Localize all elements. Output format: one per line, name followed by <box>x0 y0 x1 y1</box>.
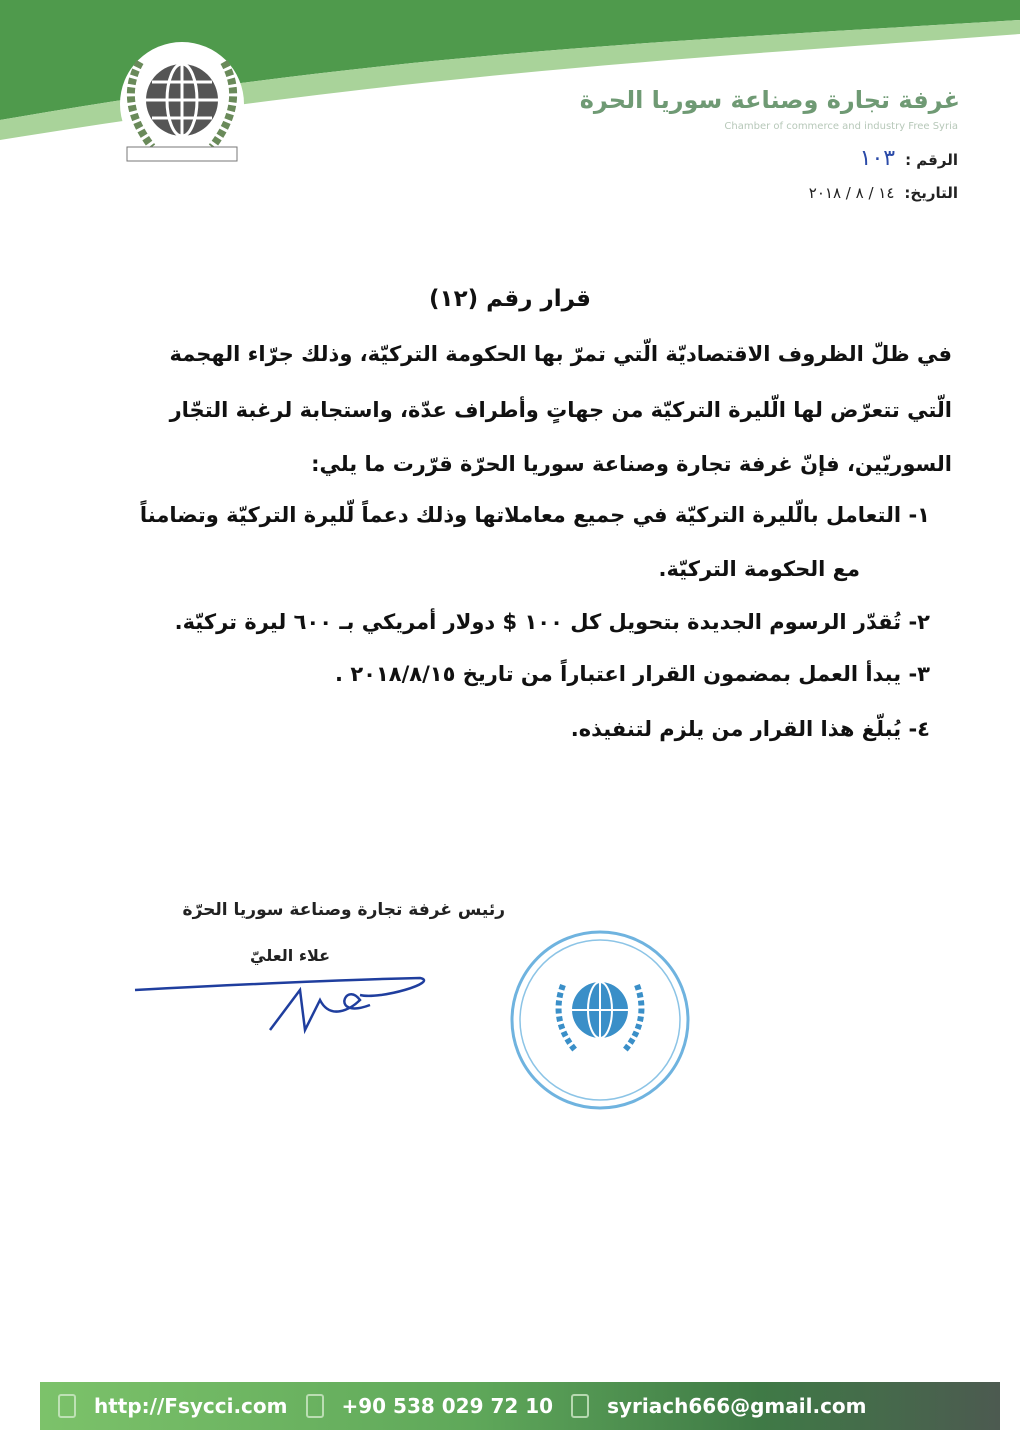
document-date <box>809 184 958 202</box>
decision-item: ٢- تُقدّر الرسوم الجديدة بتحويل كل ١٠٠ $ دولار أمريكي بـ ٦٠٠ ليرة تركيّة. <box>174 610 930 634</box>
decision-item: ٣- يبدأ العمل بمضمون القرار اعتباراً من تاريخ ٢٠١٨/٨/١٥ . <box>335 662 930 686</box>
number-value: ١٠٣ <box>859 146 896 171</box>
chamber-logo <box>112 42 252 182</box>
phone-icon <box>306 1394 324 1418</box>
decision-item: ٤- يُبلّغ هذا القرار من يلزم لتنفيذه. <box>570 717 930 741</box>
number-label: الرقم : <box>905 151 958 169</box>
signatory-title: رئيس غرفة تجارة وصناعة سوريا الحرّة <box>182 900 505 920</box>
decision-title: قرار رقم (١٢) <box>429 286 591 312</box>
org-name-arabic: غرفة تجارة وصناعة سوريا الحرة <box>579 86 960 114</box>
decision-item: ١- التعامل بالّليرة التركيّة في جميع معاملاتها وذلك دعماً لّليرة التركيّة وتضامناً <box>139 503 930 527</box>
email-link[interactable]: syriach666@gmail.com <box>607 1394 867 1418</box>
date-label: التاريخ: <box>904 184 958 202</box>
globe-icon <box>58 1394 76 1418</box>
signatory-name: علاء العليّ <box>250 946 331 965</box>
phone-number: +90 538 029 72 10 <box>341 1394 554 1418</box>
footer-contact-bar <box>40 1382 1000 1430</box>
decision-item: مع الحكومة التركيّة. <box>658 557 860 581</box>
org-name-english: Chamber of commerce and industry Free Syria <box>724 121 958 132</box>
date-value: ١٤ / ٨ / ٢٠١٨ <box>808 184 895 202</box>
official-stamp <box>505 925 695 1115</box>
intro-line: الّتي تتعرّض لها الّليرة التركيّة من جهاتٍ وأطراف عدّة، واستجابة لرغبة التجّار <box>169 398 952 422</box>
intro-line: السوريّين، فإنّ غرفة تجارة وصناعة سوريا الحرّة قرّرت ما يلي: <box>311 452 952 476</box>
reference-number <box>860 146 958 171</box>
website-link[interactable]: http://Fsycci.com <box>94 1394 288 1418</box>
handwritten-signature <box>130 960 440 1050</box>
email-icon <box>571 1394 589 1418</box>
intro-line: في ظلّ الظروف الاقتصاديّة الّتي تمرّ بها الحكومة التركيّة، وذلك جرّاء الهجمة <box>169 342 952 366</box>
